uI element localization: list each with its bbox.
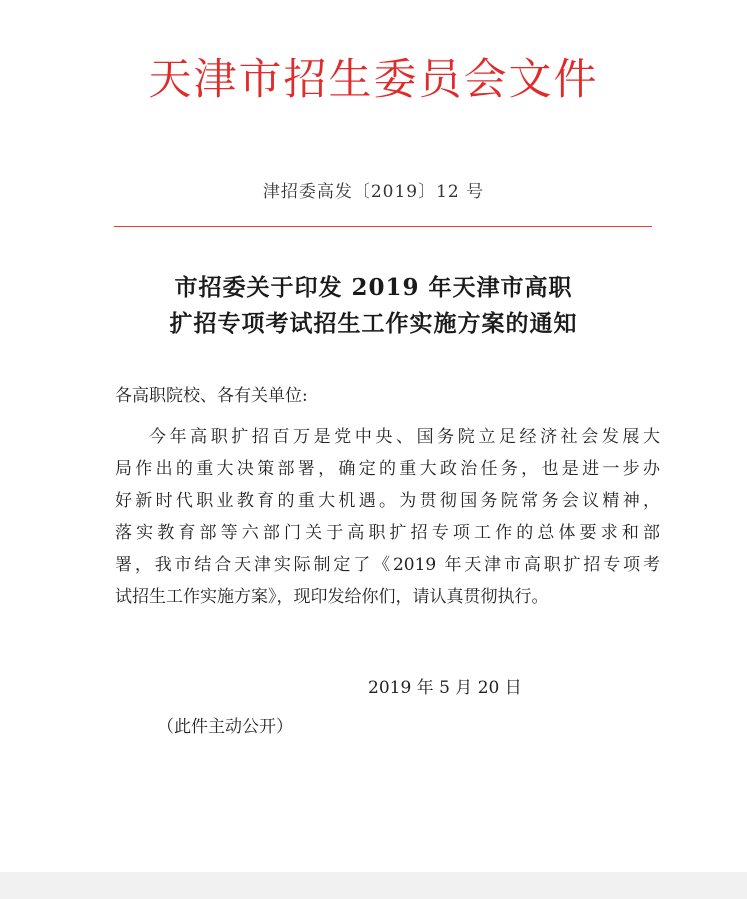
issuer-header-title: 天津市招生委员会文件 xyxy=(148,55,599,105)
red-divider-line xyxy=(114,226,652,227)
issue-date: 2019 年 5 月 20 日 xyxy=(368,678,522,698)
notice-title-line: 扩招专项考试招生工作实施方案的通知 xyxy=(169,310,578,337)
body-line: 署，我市结合天津实际制定了《2019 年天津市高职扩招专项考 xyxy=(115,555,660,575)
notice-body xyxy=(115,421,660,613)
addressee: 各高职院校、各有关单位: xyxy=(115,386,308,406)
body-line: 试招生工作实施方案》，现印发给你们，请认真贯彻执行。 xyxy=(115,587,549,607)
page-bottom-margin xyxy=(0,872,747,899)
notice-title-line: 市招委关于印发 2019 年天津市高职 xyxy=(174,274,573,301)
body-line: 好新时代职业教育的重大机遇。为贯彻国务院常务会议精神， xyxy=(115,491,660,511)
public-disclosure-note: （此件主动公开） xyxy=(157,717,293,737)
body-line: 局作出的重大决策部署，确定的重大政治任务，也是进一步办 xyxy=(115,459,660,479)
document-number: 津招委高发〔2019〕12 号 xyxy=(262,182,485,202)
body-line: 落实教育部等六部门关于高职扩招专项工作的总体要求和部 xyxy=(115,523,660,543)
notice-title xyxy=(0,270,747,342)
body-line: 今年高职扩招百万是党中央、国务院立足经济社会发展大 xyxy=(149,427,660,447)
